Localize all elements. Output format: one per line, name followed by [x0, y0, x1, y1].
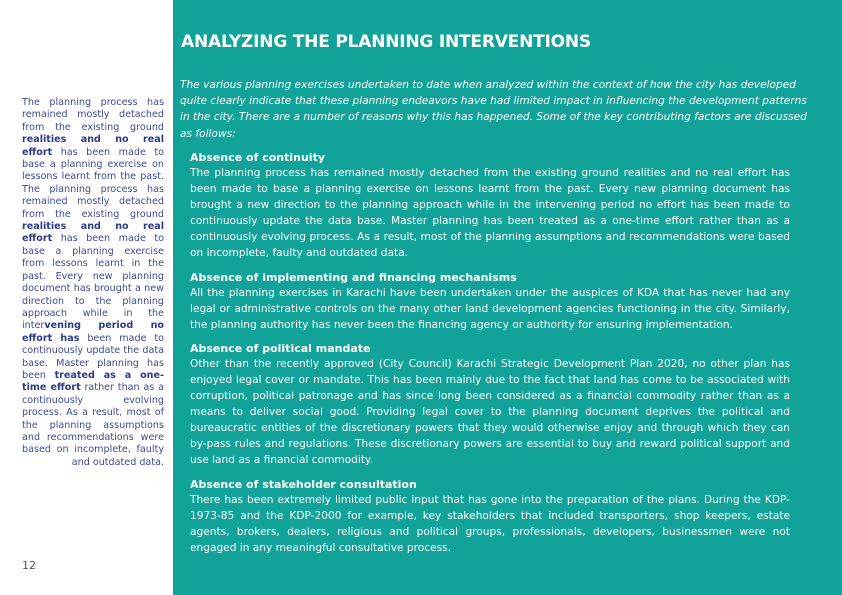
sidebar-pull-quote: [22, 97, 164, 469]
quote-emphasis: realities and no real effort: [22, 221, 164, 245]
left-margin: [0, 0, 173, 595]
quote-emphasis: realities and no real effort: [22, 134, 164, 158]
quote-text: The planning process has remained mostly detached from the existing ground: [22, 97, 164, 133]
quote-text: has been made to base a planning exercise on lessons learnt from the past. The planning process has remained mostly detached from the existing ground: [22, 146, 164, 220]
section-heading-continuity: Absence of continuity: [190, 151, 326, 164]
main-content-panel: [173, 0, 842, 595]
quote-emphasis: vening period no effort has: [22, 320, 164, 344]
section-heading-stakeholder: Absence of stakeholder consultation: [190, 477, 417, 491]
quote-text: has been made to base a planning exercise from lessons learnt in the past. Every new planning document has brought a new direction to the planning approach while in the inter: [22, 233, 164, 332]
section-heading-financing: Absence of implementing and financing mechanisms: [190, 270, 517, 284]
section-body-political-mandate: Other than the recently approved (City Council) Karachi Strategic Development Plan 2020, no other plan has enjoyed legal cover or mandate. This has been mainly due to the fact that land has come to be associated with corruption, political patronage and has since long been considered as a financial commodity rather than as a means to deliver social good. Providing legal cover to the planning document deprives the political and bureaucratic entities of the discretionary powers that they would otherwise enjoy and through which they can by-pass rules and regulations. These discretionary powers are essential to buy and reward political support and use land as a financial commodity.: [190, 357, 790, 467]
section-body-stakeholder: There has been extremely limited public input that has gone into the preparation of the plans. During the KDP-1973-85 and the KDP-2000 for example, key stakeholders that included transporters, shop keepers, estate agents, brokers, dealers, religious and political groups, professionals, developers, businessmen were not engaged in any meaningful consultative process.: [190, 493, 790, 554]
section-body-continuity: The planning process has remained mostly detached from the existing ground realities and no real effort has been made to base a planning exercise on lessons learnt from the past. Every new planning document has brought a new direction to the planning approach while in the intervening period no effort has been made to continuously update the data base. Master planning has been treated as a one-time effort rather than as a continuously evolving process. As a result, most of the planning assumptions and recommendations were based on incomplete, faulty and outdated data.: [190, 167, 790, 260]
sections-list: [190, 151, 790, 565]
section-heading-political-mandate: Absence of political mandate: [190, 341, 371, 355]
page-title: ANALYZING THE PLANNING INTERVENTIONS: [181, 32, 591, 52]
quote-text: been made to continuously update the data base. Master planning has been: [22, 332, 164, 381]
intro-paragraph: The various planning exercises undertaken to date when analyzed within the context of how the city has developed quite clearly indicate that these planning endeavors have had limited impact in influencing the development patterns in the city. There are a number of reasons why this has happened. Some of the key contributing factors are discussed as follows:: [180, 79, 807, 140]
section-body-financing: All the planning exercises in Karachi have been undertaken under the auspices of KDA that has never had any legal or administrative controls on the many other land development agencies functioning in the city. Similarly, the planning authority has never been the financing agency or authority for ensuring implementation.: [190, 286, 790, 331]
quote-emphasis: treated as a one-time effort: [22, 369, 164, 394]
quote-text: rather than as a continuously evolving process. As a result, most of the planning assumptions and recommendations were based on incomplete, faulty and outdated data.: [22, 382, 164, 468]
page-number: 12: [22, 559, 36, 572]
